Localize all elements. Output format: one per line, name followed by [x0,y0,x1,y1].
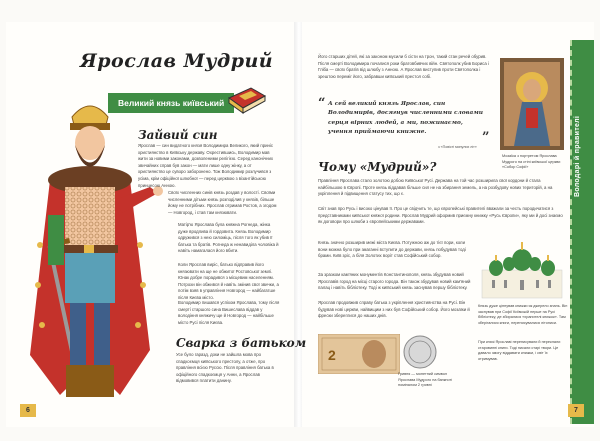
chapter-tab [570,40,594,424]
chapter-tab-label: Володарі й правителі [574,115,581,197]
cathedral-illustration [476,238,568,300]
paragraph: Володимир пишався успіхом Ярослава, тому після смерті старшого сина Вишеслава віддав у володіння княжичу ще й Новгород — найбільше місто Русі після Києва. [178,300,280,325]
page-number: 7 [568,404,584,417]
book-icon [225,78,269,118]
paragraph: Матір'ю Ярослава була княжна Рогнеда, жінка дуже вродлива й гордовита. Князь Володимир одружився з нею силоміць, після того як убив її батька та братів. Рогнеда ж ненавиділа чоловіка й навіть намагалася його вбити. [178,222,279,254]
quote-close-mark: ” [482,130,490,145]
section-heading-quarrel: Сварка з батьком [176,336,307,350]
paragraph: Правління Ярослава стало золотою добою Київської Русі. Держава на той час розширила свої кордони й стала найбільшою в Європі. Проте князь віддавав більше сил не на збирання земель, а на розбудову нових територій, а на укріплення й підвищення статусу тих, що є. [318,178,553,197]
section-heading-extra-son: Зайвий син [138,128,218,142]
library-caption: Князь дуже ціннував книжки як джерело знань. Він заснував при Софії Київській перше на Русі бібліотеку, де збиралися «хранителі книжок». Там зберігалися книги, переписувалися літописи. [478,304,568,325]
banknote-image [318,334,400,374]
paragraph: Коли Ярослав виріс, батько відправив його князювати на ще не обжитої Ростовської землі. Юнак добре порадився з місцевим населенням. Потрохи він обжився й навіть змінив свої звички, а потім взяв в управління Новгород — найбагатше після Києва місто. [178,262,279,300]
page-number: 6 [20,404,36,417]
page-title: Ярослав Мудрий [80,50,274,72]
paragraph: Своїх численних синів князь роздав у волості. Своїми численними дітьми князь розподілив у князів, більше йому не потрібних. Ярослав отримав Ростов, а згодом — Новгород, і став там князювати. [168,190,277,215]
quote-source: з «Повісті минулих літ» [438,145,477,149]
paragraph: Усе було гаразд, доки не зайшла мова про спадкоємця київського престолу, а отже, про правління всією Руссю. Після правління батька в офіційного спадкоємця у Анни, а Ярослав відмовився платити данину. [176,352,274,384]
paragraph: За зразком кам'яних монументів Константинополя, князь збудував новий Ярославів город на місці старого города. Він також збудував новий кам'яний палац і навіть бібліотеку. Тоді ж київський князь заснував першу бібліотеку. [318,272,471,291]
chronicle-quote: А сей великий князь Ярослав, син Володимирів, досягнув численними словами серця вірних людей, а ми, пожинаємо, учення приймаючи книжне. [328,101,483,136]
paragraph: Князь значно розширив межі міста Києва. Потужною аж до тієї пори, коли вони можна було при змаганні вступити до держави, князь побудував тоді брами. Київ зріс, а біля Золотих воріт став Софійський собор. [318,240,466,259]
mosaic-caption: Мозаїка з портретом Ярослава Мудрого на стіні київської церкви «Собор Софії» [502,154,561,170]
library-caption-2: При князі Ярославі переписували й переклали старовинні книги. Тоді писали старі твори. Це давало змогу віддавати книжки, і світ їх отримував. [478,340,561,361]
svg-text:2: 2 [328,347,336,363]
paragraph: Ярослав продовжив справу батька з укріплення християнства на Русі. Він будував нові церкви, найвищим з них був Софійський собор. Його мозаїки й фрески збереглися до наших днів. [318,300,470,319]
section-heading-why-wise: Чому «Мудрий»? [318,160,437,174]
coin-image [402,334,438,370]
intro-paragraph: Його старших дітей, які за законом мусили б сісти на трон, такий стан речей обурив. Після смерті Володимира почалися роки братовбивчих війн. Святополк убив Бориса і Гліба — своїх братів від шлюбу з Анною. А Ярослав виступив проти Святополка і зрештою переміг його, забравши київський престол собі. [318,54,489,79]
banknote-caption: Гривня — монетний символ Ярослава Мудрого на банкноті номіналом 2 гривні [398,372,453,388]
subtitle-banner: Великий князь київський [108,93,234,113]
quote-open-mark: “ [318,96,326,111]
paragraph: Ярослав — син видатного князя Володимира Великого, який приніс християнство в Київську державу. Охрестившись, Володимир мав жити за новими законами, дозволеними релігією. Серед канонічних звичайних справ був закон — мати лише одну жінку, а от християнство це суворо заборонено. Тож Володимир розлучився з усіма, крім офіційної шлюбної — перед церквою з візантійською принцесою Анною. [138,143,274,188]
mosaic-portrait-image [500,58,564,150]
paragraph: Світ знав про Русь і високо цінував її. Про це свідчить те, що європейські правителі вважали за честь породичатися з представниками київської княжої родини. Ярослав Мудрий оформив приємну книжку «Русь Європи», яку ми й досі знаємо як договори про шлюби з європейськими державами. [318,206,563,225]
